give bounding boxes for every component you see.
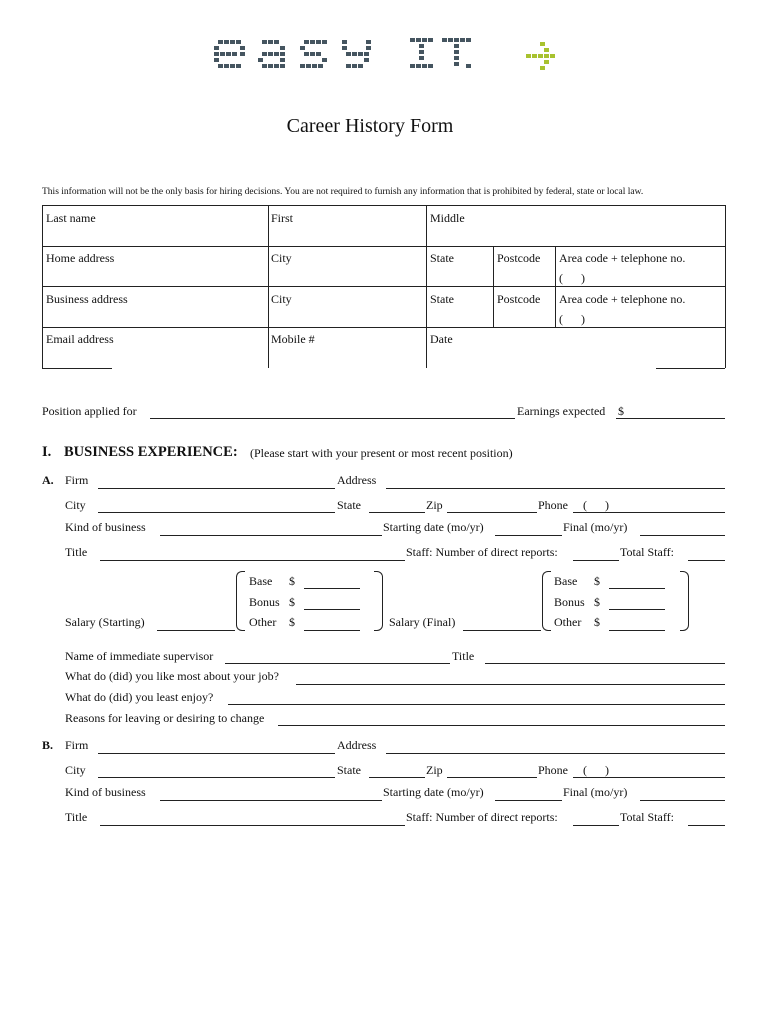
firm-label: Firm — [65, 738, 89, 752]
home-address-field[interactable]: Home address — [46, 251, 115, 265]
salary-final-input[interactable] — [463, 630, 541, 631]
section-note: (Please start with your present or most recent position) — [250, 446, 513, 460]
reasons-label: Reasons for leaving or desiring to change — [65, 711, 265, 725]
kind-label: Kind of business — [65, 520, 146, 534]
city-input[interactable] — [98, 777, 335, 778]
other-dollar: $ — [594, 615, 600, 629]
bonus-label: Bonus — [554, 595, 585, 609]
address-label: Address — [337, 738, 377, 752]
supervisor-label: Name of immediate supervisor — [65, 649, 214, 663]
email-field[interactable]: Email address — [46, 332, 114, 346]
business-area-code: ( ) — [559, 312, 585, 326]
mobile-field[interactable]: Mobile # — [271, 332, 315, 346]
state-input[interactable] — [369, 512, 425, 513]
firm-label: Firm — [65, 473, 89, 487]
staff-label: Staff: Number of direct reports: — [406, 810, 558, 824]
staff-input[interactable] — [573, 825, 619, 826]
right-brace — [374, 571, 383, 631]
base-dollar: $ — [289, 574, 295, 588]
phone-paren: ( ) — [583, 498, 609, 512]
business-address-field[interactable]: Business address — [46, 292, 128, 306]
phone-input[interactable] — [573, 512, 725, 513]
final-date-label: Final (mo/yr) — [563, 785, 628, 799]
address-label: Address — [337, 473, 377, 487]
home-area-code: ( ) — [559, 271, 585, 285]
firm-input[interactable] — [98, 488, 335, 489]
position-label: Position applied for — [42, 404, 137, 418]
business-state-field[interactable]: State — [430, 292, 454, 306]
position-input[interactable] — [150, 418, 515, 419]
supervisor-input[interactable] — [225, 663, 450, 664]
start-date-label: Starting date (mo/yr) — [383, 520, 484, 534]
base-input[interactable] — [304, 588, 360, 589]
other-input[interactable] — [609, 630, 665, 631]
base-dollar: $ — [594, 574, 600, 588]
city-input[interactable] — [98, 512, 335, 513]
staff-label: Staff: Number of direct reports: — [406, 545, 558, 559]
title-label: Title — [65, 810, 88, 824]
city-label: City — [65, 763, 86, 777]
final-date-input[interactable] — [640, 800, 725, 801]
last-name-field[interactable]: Last name — [46, 211, 96, 225]
address-input[interactable] — [386, 753, 725, 754]
entry-label: A. — [42, 473, 54, 487]
left-brace — [236, 571, 245, 631]
bonus-label: Bonus — [249, 595, 280, 609]
state-label: State — [337, 498, 361, 512]
home-city-field[interactable]: City — [271, 251, 292, 265]
start-date-input[interactable] — [495, 800, 562, 801]
earnings-input[interactable] — [616, 418, 725, 419]
like-most-input[interactable] — [296, 684, 725, 685]
final-date-label: Final (mo/yr) — [563, 520, 628, 534]
base-label: Base — [249, 574, 273, 588]
disclaimer: This information will not be the only basis for hiring decisions. You are not required to furnish any information that is prohibited by federal, state or local law. — [42, 187, 644, 197]
title-label: Title — [65, 545, 88, 559]
earnings-label: Earnings expected — [517, 404, 606, 418]
zip-input[interactable] — [447, 512, 537, 513]
home-state-field[interactable]: State — [430, 251, 454, 265]
earnings-dollar: $ — [618, 404, 624, 418]
kind-input[interactable] — [160, 800, 382, 801]
section-heading: BUSINESS EXPERIENCE: — [64, 444, 238, 460]
total-staff-input[interactable] — [688, 825, 725, 826]
other-dollar: $ — [289, 615, 295, 629]
title-input[interactable] — [100, 825, 405, 826]
zip-label: Zip — [426, 763, 443, 777]
right-brace — [680, 571, 689, 631]
salary-start-label: Salary (Starting) — [65, 615, 145, 629]
address-input[interactable] — [386, 488, 725, 489]
first-name-field[interactable]: First — [271, 211, 294, 225]
other-label: Other — [249, 615, 277, 629]
reasons-input[interactable] — [278, 725, 725, 726]
bonus-dollar: $ — [594, 595, 600, 609]
sup-title-label: Title — [452, 649, 475, 663]
least-enjoy-label: What do (did) you least enjoy? — [65, 690, 214, 704]
phone-label: Phone — [538, 498, 568, 512]
phone-label: Phone — [538, 763, 568, 777]
zip-label: Zip — [426, 498, 443, 512]
business-postcode-field[interactable]: Postcode — [497, 292, 541, 306]
other-input[interactable] — [304, 630, 360, 631]
kind-input[interactable] — [160, 535, 382, 536]
date-field[interactable]: Date — [430, 332, 453, 346]
total-staff-input[interactable] — [688, 560, 725, 561]
final-date-input[interactable] — [640, 535, 725, 536]
applicant-info-grid — [0, 0, 768, 380]
other-label: Other — [554, 615, 582, 629]
home-phone-field[interactable]: Area code + telephone no. — [559, 251, 686, 265]
total-staff-label: Total Staff: — [620, 810, 674, 824]
bonus-dollar: $ — [289, 595, 295, 609]
section-number: I. — [42, 444, 52, 460]
staff-input[interactable] — [573, 560, 619, 561]
salary-start-input[interactable] — [157, 630, 235, 631]
title-input[interactable] — [100, 560, 405, 561]
salary-final-label: Salary (Final) — [389, 615, 456, 629]
home-postcode-field[interactable]: Postcode — [497, 251, 541, 265]
least-enjoy-input[interactable] — [228, 704, 725, 705]
base-label: Base — [554, 574, 578, 588]
total-staff-label: Total Staff: — [620, 545, 674, 559]
page-title: Career History Form — [286, 115, 454, 137]
entry-label: B. — [42, 738, 54, 752]
state-label: State — [337, 763, 361, 777]
zip-input[interactable] — [447, 777, 537, 778]
business-city-field[interactable]: City — [271, 292, 292, 306]
kind-label: Kind of business — [65, 785, 146, 799]
start-date-input[interactable] — [495, 535, 562, 536]
bonus-input[interactable] — [304, 609, 360, 610]
like-most-label: What do (did) you like most about your job? — [65, 669, 279, 683]
business-phone-field[interactable]: Area code + telephone no. — [559, 292, 686, 306]
start-date-label: Starting date (mo/yr) — [383, 785, 484, 799]
firm-input[interactable] — [98, 753, 335, 754]
phone-input[interactable] — [573, 777, 725, 778]
city-label: City — [65, 498, 86, 512]
state-input[interactable] — [369, 777, 425, 778]
bonus-input[interactable] — [609, 609, 665, 610]
sup-title-input[interactable] — [485, 663, 725, 664]
left-brace — [542, 571, 551, 631]
phone-paren: ( ) — [583, 763, 609, 777]
base-input[interactable] — [609, 588, 665, 589]
middle-name-field[interactable]: Middle — [430, 211, 465, 225]
